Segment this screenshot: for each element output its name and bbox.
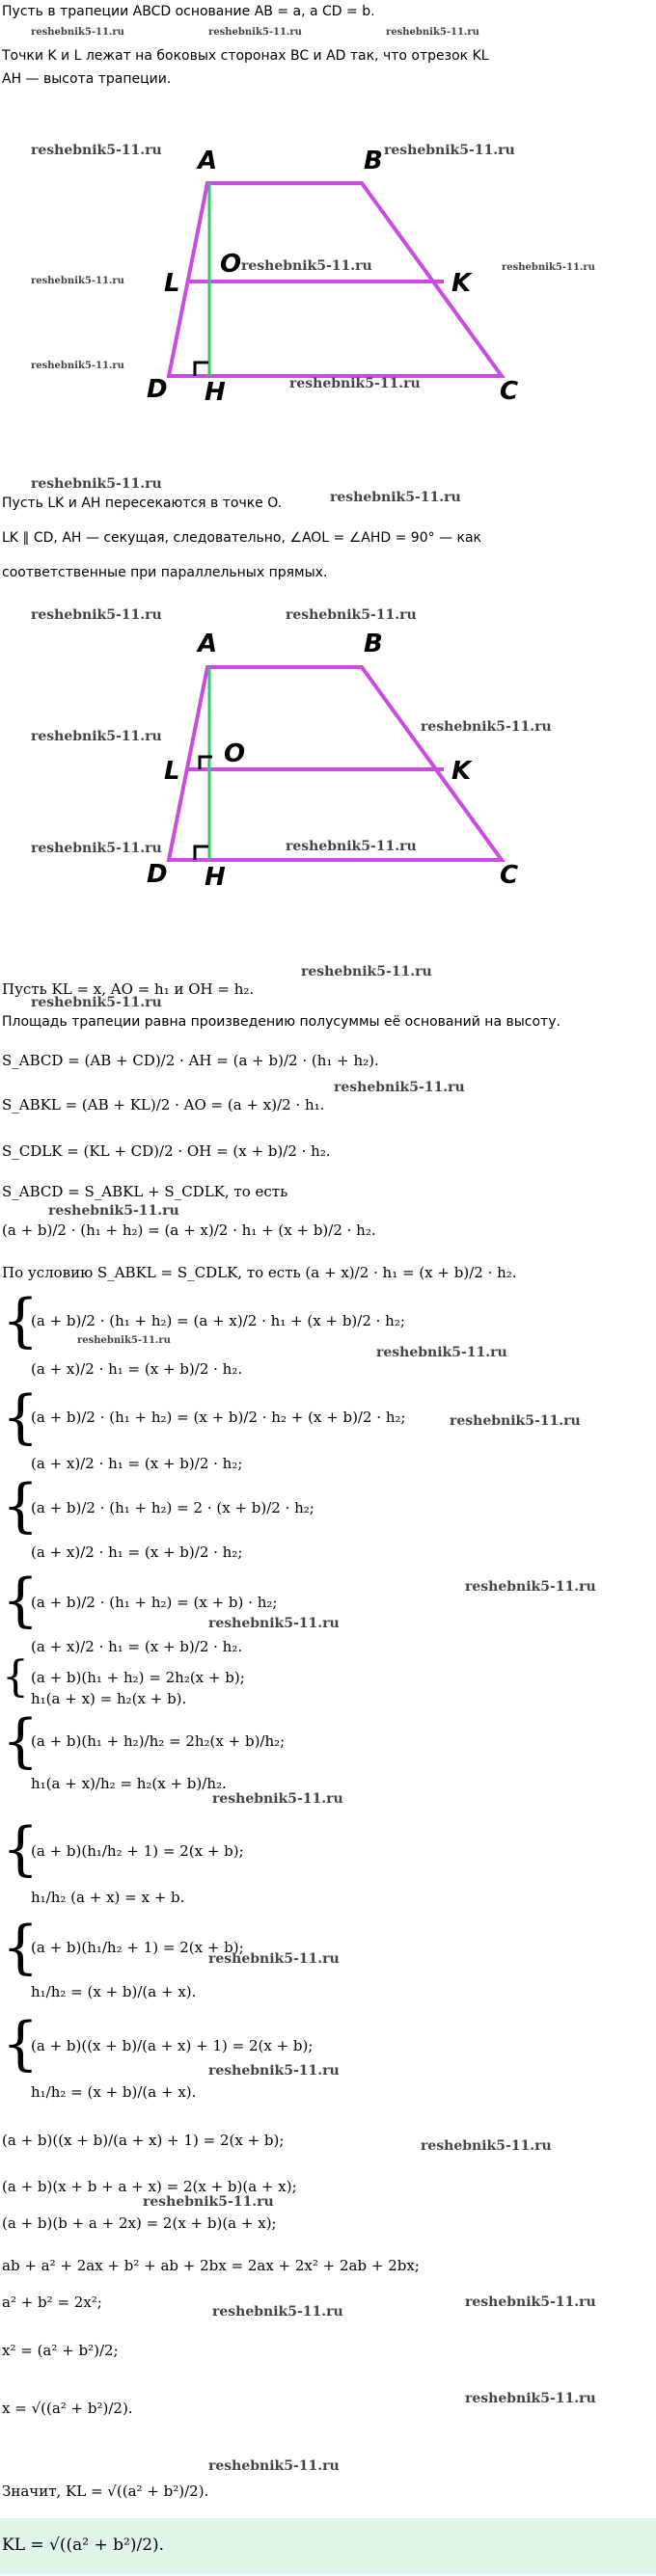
label-b: B [364, 147, 383, 175]
watermark: reshebnik5-11.ru [48, 1203, 179, 1219]
watermark: reshebnik5-11.ru [421, 719, 552, 735]
solution-line-21: h₁/h₂ (a + x) = x + b. [31, 1889, 185, 1906]
intro-line-2: Точки K и L лежат на боковых сторонах BC и AD так, что отрезок KL [2, 48, 489, 64]
watermark: reshebnik5-11.ru [31, 729, 162, 744]
watermark: reshebnik5-11.ru [465, 2391, 596, 2406]
solution-line-11: (a + x)/2 · h₁ = (x + b)/2 · h₂; [31, 1455, 243, 1472]
watermark: reshebnik5-11.ru [31, 476, 162, 492]
watermark: reshebnik5-11.ru [502, 262, 595, 273]
label-k: K [451, 269, 472, 298]
solution-line-25: h₁/h₂ = (x + b)/(a + x). [31, 2083, 197, 2101]
solution-line-10: (a + b)/2 · (h₁ + h₂) = (x + b)/2 · h₂ + (x + b)/2 · h₂; [31, 1409, 406, 1426]
solution-line-23: h₁/h₂ = (x + b)/(a + x). [31, 1983, 197, 2000]
system-brace: { [2, 1383, 40, 1451]
label-h: H [205, 378, 226, 405]
text2-line-3: соответственные при параллельных прямых. [2, 565, 328, 580]
watermark: reshebnik5-11.ru [286, 607, 417, 623]
solution-line-8: (a + b)/2 · (h₁ + h₂) = (a + x)/2 · h₁ + (x + b)/2 · h₂; [31, 1312, 405, 1329]
solution-line-9: (a + x)/2 · h₁ = (x + b)/2 · h₂. [31, 1360, 243, 1378]
solution-line-4: S_CDLK = (KL + CD)/2 · OH = (x + b)/2 · h₂. [2, 1142, 331, 1160]
solution-line-26: (a + b)((x + b)/(a + x) + 1) = 2(x + b); [2, 2132, 285, 2149]
solution-line-3: S_ABKL = (AB + KL)/2 · AO = (a + x)/2 · h₁. [2, 1096, 325, 1114]
watermark: reshebnik5-11.ru [301, 964, 432, 979]
label-c: C [500, 377, 519, 405]
solution-line-24: (a + b)((x + b)/(a + x) + 1) = 2(x + b); [31, 2037, 314, 2054]
label-o: O [220, 250, 242, 279]
watermark: reshebnik5-11.ru [286, 839, 417, 854]
system-brace: { [2, 1652, 29, 1702]
label-o: O [224, 739, 246, 768]
solution-line-17: h₁(a + x) = h₂(x + b). [31, 1690, 187, 1707]
watermark: reshebnik5-11.ru [330, 490, 461, 505]
watermark: reshebnik5-11.ru [31, 276, 124, 286]
system-brace: { [2, 1567, 40, 1634]
solution-line-5: S_ABCD = S_ABKL + S_CDLK, то есть [2, 1183, 288, 1200]
watermark: reshebnik5-11.ru [31, 995, 162, 1010]
intro-line-3: AH — высота трапеции. [2, 71, 172, 87]
watermark: reshebnik5-11.ru [208, 2063, 340, 2079]
watermark: reshebnik5-11.ru [241, 258, 372, 274]
watermark: reshebnik5-11.ru [465, 2294, 596, 2310]
watermark: reshebnik5-11.ru [143, 2194, 274, 2210]
watermark: reshebnik5-11.ru [208, 2458, 340, 2474]
label-l: L [164, 269, 180, 298]
watermark: reshebnik5-11.ru [212, 2304, 343, 2320]
solution-line-28: (a + b)(b + a + 2x) = 2(x + b)(a + x); [2, 2214, 277, 2232]
solution-line-13: (a + x)/2 · h₁ = (x + b)/2 · h₂; [31, 1543, 243, 1561]
solution-line-14: (a + b)/2 · (h₁ + h₂) = (x + b) · h₂; [31, 1594, 278, 1611]
system-brace: { [2, 1472, 40, 1540]
answer-box [0, 2518, 656, 2574]
system-brace: { [2, 1707, 40, 1775]
watermark: reshebnik5-11.ru [31, 607, 162, 623]
watermark: reshebnik5-11.ru [465, 1579, 596, 1595]
watermark: reshebnik5-11.ru [334, 1080, 465, 1095]
solution-line-33: Значит, KL = √((a² + b²)/2). [2, 2482, 209, 2500]
watermark: reshebnik5-11.ru [208, 1951, 340, 1967]
solution-line-32: x = √((a² + b²)/2). [2, 2400, 133, 2417]
watermark: reshebnik5-11.ru [31, 27, 124, 38]
solution-line-27: (a + b)(x + b + a + x) = 2(x + b)(a + x); [2, 2178, 297, 2195]
solution-line-19: h₁(a + x)/h₂ = h₂(x + b)/h₂. [31, 1775, 227, 1792]
solution-line-2: S_ABCD = (AB + CD)/2 · AH = (a + b)/2 · (h₁ + h₂). [2, 1052, 379, 1069]
watermark: reshebnik5-11.ru [421, 2138, 552, 2154]
solution-line-12: (a + b)/2 · (h₁ + h₂) = 2 · (x + b)/2 · h₂; [31, 1499, 314, 1516]
label-d: D [147, 860, 168, 889]
watermark: reshebnik5-11.ru [376, 1345, 507, 1360]
watermark: reshebnik5-11.ru [77, 1335, 171, 1346]
solution-line-20: (a + b)(h₁/h₂ + 1) = 2(x + b); [31, 1842, 244, 1860]
watermark: reshebnik5-11.ru [212, 1791, 343, 1807]
solution-line-18: (a + b)(h₁ + h₂)/h₂ = 2h₂(x + b)/h₂; [31, 1732, 286, 1750]
label-a: A [198, 147, 218, 175]
label-l: L [164, 757, 180, 786]
solution-line-0: Пусть KL = x, AO = h₁ и OH = h₂. [2, 980, 255, 998]
solution-line-31: x² = (a² + b²)/2; [2, 2342, 119, 2359]
system-brace: { [2, 1815, 40, 1883]
text2-line-2: LK ∥ CD, AH — секущая, следовательно, ∠AOL = ∠AHD = 90° — как [2, 530, 482, 546]
system-brace: { [2, 1287, 40, 1355]
watermark: reshebnik5-11.ru [31, 841, 162, 856]
label-d: D [147, 375, 168, 404]
solution-line-15: (a + x)/2 · h₁ = (x + b)/2 · h₂. [31, 1638, 243, 1655]
watermark: reshebnik5-11.ru [386, 27, 479, 38]
text2-line-1: Пусть LK и AH пересекаются в точке O. [2, 496, 283, 511]
label-k: K [451, 757, 472, 786]
watermark: reshebnik5-11.ru [31, 143, 162, 158]
watermark: reshebnik5-11.ru [384, 143, 515, 158]
system-brace: { [2, 1914, 40, 1981]
watermark: reshebnik5-11.ru [31, 361, 124, 371]
answer-formula: KL = √((a² + b²)/2). [2, 2536, 165, 2555]
label-h: H [205, 863, 226, 892]
label-a: A [198, 630, 218, 658]
solution-line-30: a² + b² = 2x²; [2, 2294, 102, 2311]
solution-line-7: По условию S_ABKL = S_CDLK, то есть (a + x)/2 · h₁ = (x + b)/2 · h₂. [2, 1264, 517, 1281]
label-c: C [500, 861, 519, 890]
watermark: reshebnik5-11.ru [289, 376, 421, 391]
intro-line-1: Пусть в трапеции ABCD основание AB = a, а CD = b. [2, 4, 375, 19]
label-b: B [364, 630, 383, 658]
solution-line-16: (a + b)(h₁ + h₂) = 2h₂(x + b); [31, 1669, 245, 1686]
solution-line-6: (a + b)/2 · (h₁ + h₂) = (a + x)/2 · h₁ + (x + b)/2 · h₂. [2, 1221, 376, 1239]
system-brace: { [2, 2010, 40, 2078]
watermark: reshebnik5-11.ru [208, 27, 302, 38]
solution-line-22: (a + b)(h₁/h₂ + 1) = 2(x + b); [31, 1939, 244, 1956]
solution-line-1: Площадь трапеции равна произведению полусуммы её оснований на высоту. [2, 1014, 560, 1030]
solution-line-29: ab + a² + 2ax + b² + ab + 2bx = 2ax + 2x² + 2ab + 2bx; [2, 2257, 420, 2274]
watermark: reshebnik5-11.ru [450, 1413, 581, 1429]
watermark: reshebnik5-11.ru [208, 1616, 340, 1631]
